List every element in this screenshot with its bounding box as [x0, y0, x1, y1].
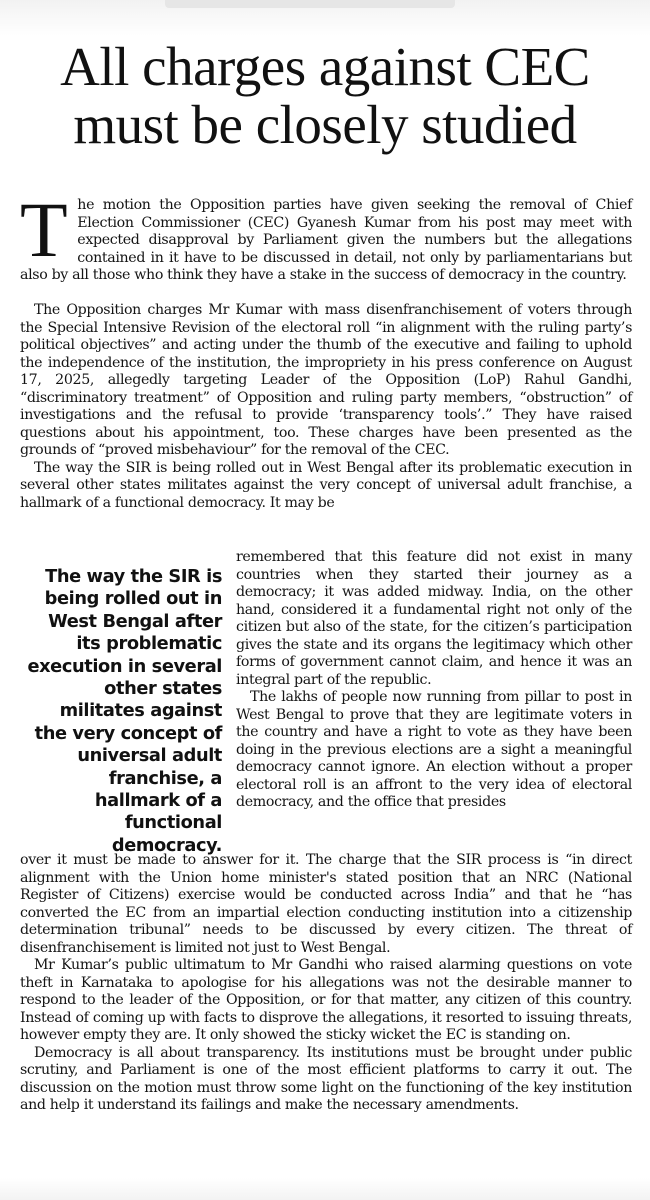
paragraph-charges: The Opposition charges Mr Kumar with mass disenfranchisement of voters through the Special Intensive Revision of the electoral roll “in alignment with the ruling party’s political objectives” and acting under the thumb of the executive and failing to uphold the independence of the institution, the impropriety in his press conference on August 17, 2025, allegedly targeting Leader of the Opposition (LoP) Rahul Gandhi, “discriminatory treatment” of Opposition and ruling party members, “obstruction” of investigations and the refusal to provide ‘transparency tools’.” They have raised questions about his appointment, too. These charges have been presented as the grounds of “proved misbehaviour” for the removal of the CEC.	[20, 302, 632, 458]
paragraph-nrc-continued: over it must be made to answer for it. The charge that the SIR process is “in direct alignment with the Union home minister's stated position that an NRC (National Register of Citizens) exercise would be conducted across India” and that he “has converted the EC from an impartial election conducting institution into a citizenship determination tribunal” needs to be discussed by every citizen. The threat of disenfranchisement is limited not just to West Bengal.	[20, 852, 632, 956]
bottom-edge-shadow	[0, 1178, 650, 1200]
opening-paragraph-text: he motion the Opposition parties have given seeking the removal of Chief Election Commissioner (CEC) Gyanesh Kumar from his post may meet with expected disapproval by Parliament given the numbers but the allegations contained in it have to be discussed in detail, not only by parliamentarians but also by all those who think they have a stake in the success of democracy in the country.	[20, 197, 632, 283]
pull-quote: The way the SIR is being rolled out in West Bengal after its problematic execution in several other states militates against the very concept of universal adult franchise, a hallmark of a functional democracy.	[27, 566, 222, 856]
paragraph-west-bengal: The lakhs of people now running from pillar to post in West Bengal to prove that they are legitimate voters in the country and have a right to vote as they have been doing in the previous elections are a sight a meaningful democracy cannot ignore. An election without a proper electoral roll is an affront to the very idea of electoral democracy, and the office that presides	[236, 689, 632, 810]
paragraph-transparency: Democracy is all about transparency. Its institutions must be brought under public scrutiny, and Parliament is one of the most efficient platforms to carry it out. The discussion on the motion must throw some light on the functioning of the key institution and help it understand its failings and make the necessary amendments.	[20, 1044, 632, 1113]
body-block-upper	[20, 302, 632, 512]
body-block-lower	[20, 852, 632, 1115]
top-edge-shadow	[0, 0, 650, 36]
paragraph-franchise-continued: remembered that this feature did not exist in many countries when they started their journey as a democracy; it was added midway. India, on the other hand, considered it a fundamental right not only of the citizen but also of the state, for the citizen’s participation gives the state and its organs the legitimacy which other forms of government cannot claim, and hence it was an integral part of the republic.	[236, 549, 632, 688]
paragraph-ultimatum: Mr Kumar’s public ultimatum to Mr Gandhi who raised alarming questions on vote theft in Karnataka to apologise for his allegations was not the desirable manner to respond to the leader of the Opposition, or for that matter, any citizen of this country. Instead of coming up with facts to disprove the allegations, it resorted to issuing threats, however empty they are. It only showed the sticky wicket the EC is standing on.	[20, 957, 632, 1043]
drop-cap: T	[20, 186, 68, 273]
body-column-right	[236, 549, 632, 812]
opening-paragraph	[20, 186, 632, 285]
paragraph-sir-intro: The way the SIR is being rolled out in West Bengal after its problematic execution in several other states militates against the very concept of universal adult franchise, a hallmark of a functional democracy. It may be	[20, 459, 632, 511]
headline: All charges against CEC must be closely studied	[60, 36, 590, 155]
